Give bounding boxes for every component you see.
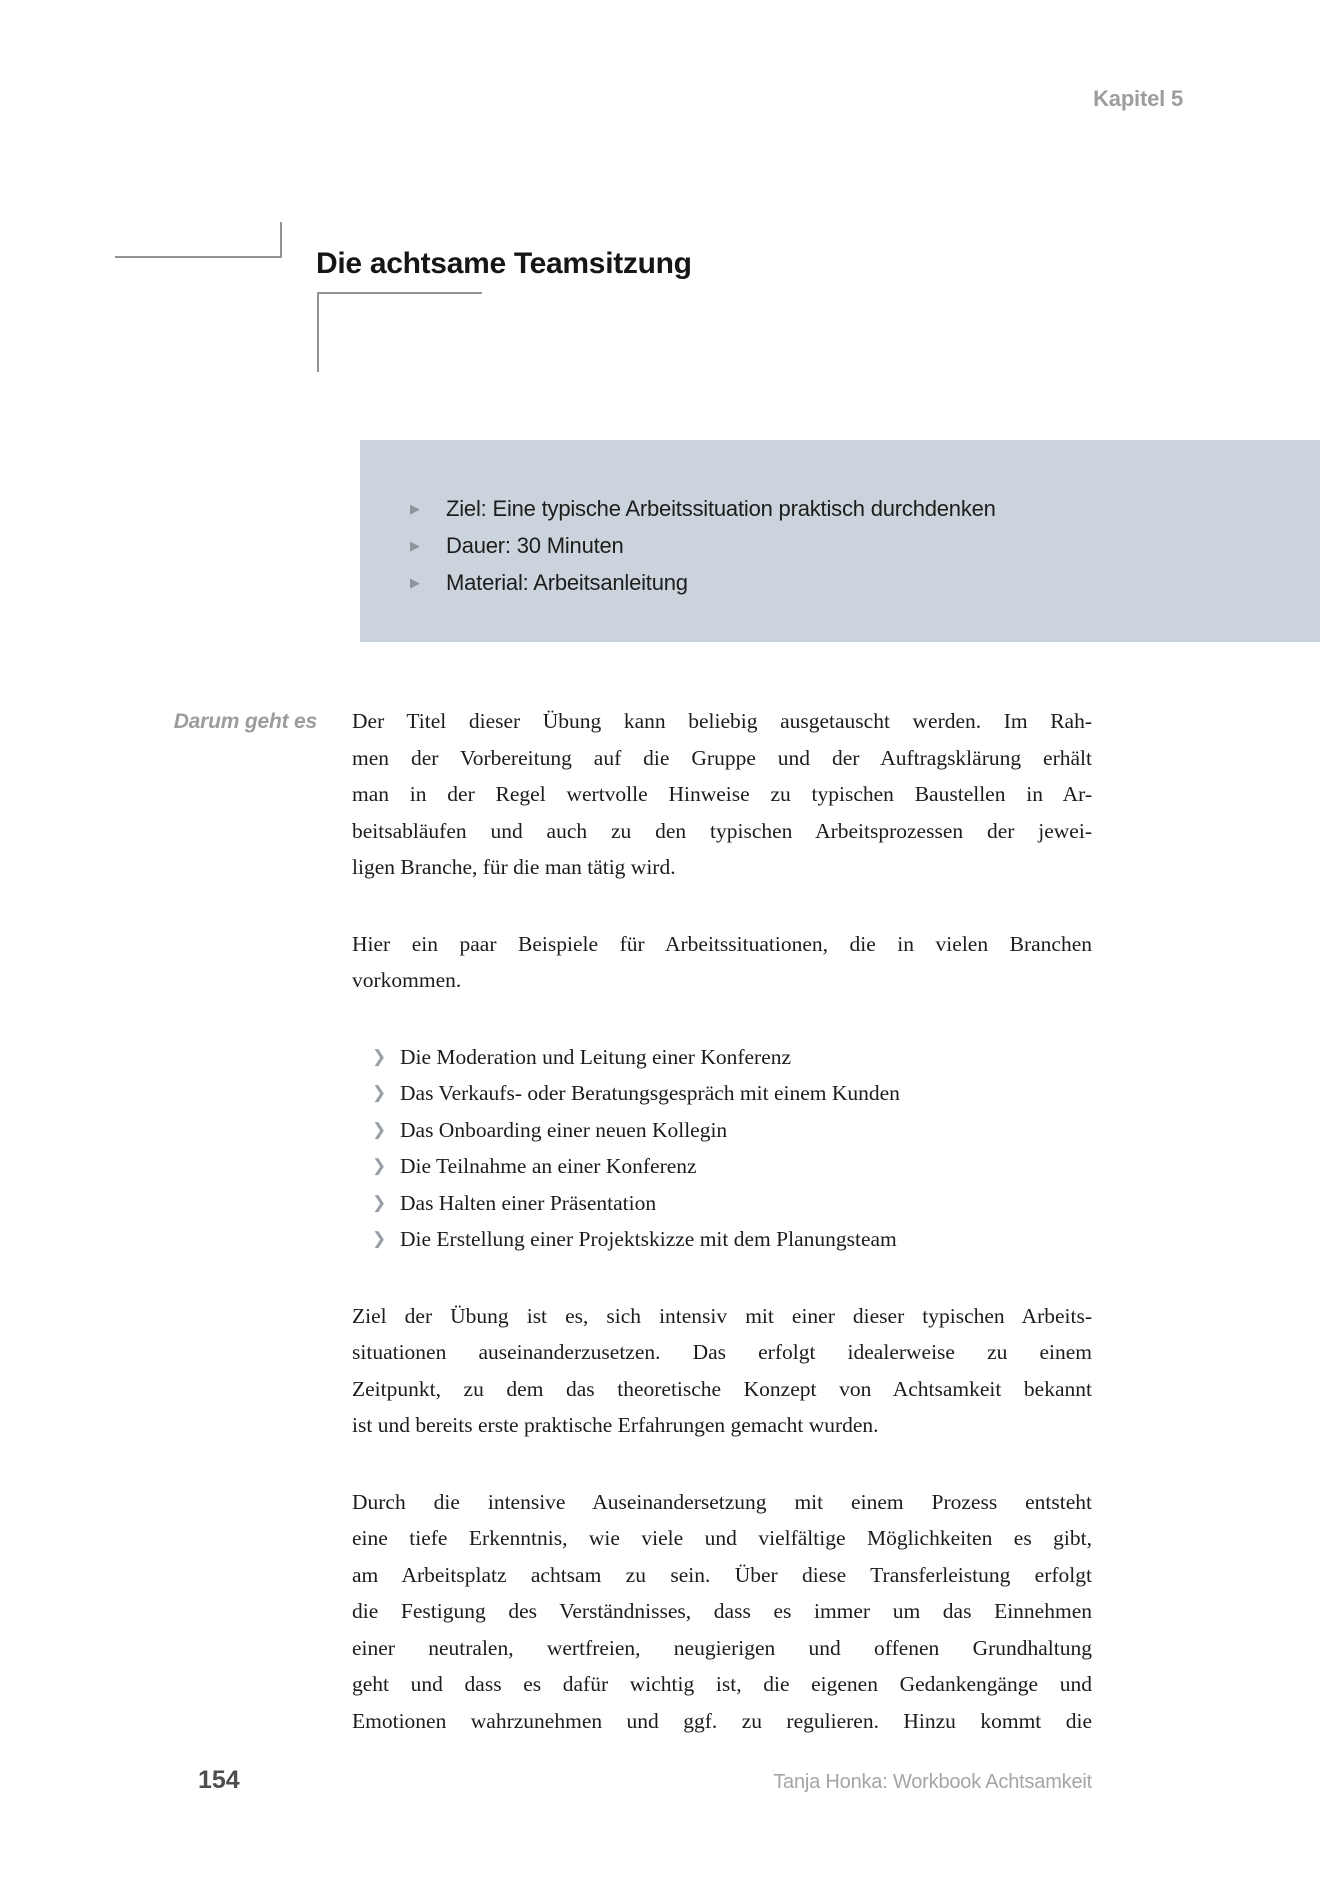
list-item [352, 1112, 1092, 1149]
list-item [352, 1075, 1092, 1112]
chevron-bullet-icon: ❯ [372, 1046, 387, 1066]
paragraph-line: Ziel der Übung ist es, sich intensiv mit einer dieser typischen Arbeits- [352, 1303, 1092, 1328]
paragraph-line: die Festigung des Verständnisses, dass es immer um das Einnehmen [352, 1599, 1092, 1623]
info-box-item [410, 564, 1290, 601]
paragraph-line: Emotionen wahrzunehmen und ggf. zu regulieren. Hinzu kommt die [352, 1708, 1092, 1733]
chevron-bullet-icon: ❯ [372, 1083, 387, 1102]
body-paragraph [352, 1484, 1092, 1740]
list-item-text: Das Verkaufs- oder Beratungsgespräch mit einem Kunden [400, 1081, 900, 1105]
title-bracket-horizontal [317, 292, 482, 294]
body-paragraph [352, 1298, 1092, 1444]
paragraph-line: geht und dass es dafür wichtig ist, die eigenen Gedankengänge und [352, 1672, 1092, 1696]
heading-rule-vertical [280, 222, 282, 258]
info-box-item [410, 490, 1290, 527]
paragraph-line: men der Vorbereitung auf die Gruppe und der Auftragsklärung erhält [352, 745, 1092, 770]
paragraph-line: eine tiefe Erkenntnis, wie viele und vielfältige Möglichkeiten es gibt, [352, 1526, 1092, 1550]
body-paragraph [352, 926, 1092, 999]
paragraph-line: ligen Branche, für die man tätig wird. [352, 855, 676, 879]
body-paragraph [352, 703, 1092, 886]
triangle-bullet-icon: ▶ [410, 501, 420, 516]
list-item-text: Das Halten einer Präsentation [400, 1190, 657, 1215]
paragraph-line: Durch die intensive Auseinandersetzung mit einem Prozess entsteht [352, 1489, 1092, 1514]
paragraph-line: einer neutralen, wertfreien, neugierigen und offenen Grundhaltung [352, 1635, 1092, 1660]
list-item [352, 1221, 1092, 1258]
body-bullet-list [352, 1039, 1092, 1258]
chevron-bullet-icon: ❯ [372, 1229, 387, 1248]
chapter-label: Kapitel 5 [1093, 86, 1183, 111]
chevron-bullet-icon: ❯ [372, 1192, 387, 1212]
list-item [352, 1148, 1092, 1185]
page-number: 154 [198, 1766, 240, 1794]
footer-credit: Tanja Honka: Workbook Achtsamkeit [773, 1771, 1092, 1793]
paragraph-line: situationen auseinanderzusetzen. Das erfolgt idealerweise zu einem [352, 1340, 1092, 1364]
heading-rule-horizontal [115, 256, 282, 258]
paragraph-line: vorkommen. [352, 968, 462, 992]
paragraph-line: ist und bereits erste praktische Erfahrungen gemacht wurden. [352, 1413, 879, 1437]
triangle-bullet-icon: ▶ [410, 575, 420, 590]
info-box-item [410, 527, 1290, 564]
list-item [352, 1185, 1092, 1222]
title-bracket-vertical [317, 292, 319, 372]
paragraph-line: Zeitpunkt, zu dem das theoretische Konzept von Achtsamkeit bekannt [352, 1376, 1092, 1401]
list-item-text: Die Erstellung einer Projektskizze mit dem Planungsteam [400, 1227, 897, 1251]
paragraph-line: man in der Regel wertvolle Hinweise zu typischen Baustellen in Ar- [352, 782, 1092, 806]
info-box-list [410, 490, 1290, 601]
info-box-item-text: Material: Arbeitsanleitung [446, 570, 688, 595]
body-text-column [352, 703, 1092, 1739]
list-item-text: Das Onboarding einer neuen Kollegin [400, 1117, 728, 1142]
info-box-item-text: Dauer: 30 Minuten [446, 533, 624, 558]
list-item-text: Die Moderation und Leitung einer Konferenz [400, 1044, 792, 1069]
chevron-bullet-icon: ❯ [372, 1119, 387, 1139]
exercise-info-box [360, 440, 1320, 642]
margin-label: Darum geht es [173, 710, 317, 733]
info-box-item-text: Ziel: Eine typische Arbeitssituation praktisch durchdenken [446, 496, 996, 521]
paragraph-line: beitsabläufen und auch zu den typischen Arbeitsprozessen der jewei- [352, 818, 1092, 843]
page-title: Die achtsame Teamsitzung [316, 247, 692, 281]
chevron-bullet-icon: ❯ [372, 1156, 387, 1175]
paragraph-line: Hier ein paar Beispiele für Arbeitssituationen, die in vielen Branchen [352, 931, 1092, 956]
triangle-bullet-icon: ▶ [410, 538, 420, 553]
list-item [352, 1039, 1092, 1076]
list-item-text: Die Teilnahme an einer Konferenz [400, 1154, 697, 1178]
paragraph-line: am Arbeitsplatz achtsam zu sein. Über diese Transferleistung erfolgt [352, 1562, 1092, 1587]
paragraph-line: Der Titel dieser Übung kann beliebig ausgetauscht werden. Im Rah- [352, 709, 1092, 733]
